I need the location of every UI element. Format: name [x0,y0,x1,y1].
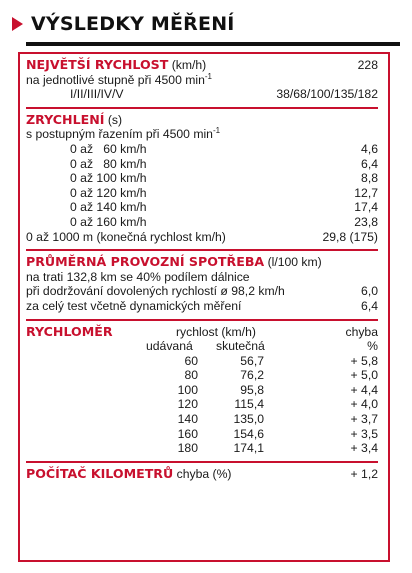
consumption-line3-text: za celý test včetně dynamických měření [26,298,242,313]
acceleration-row [26,186,378,201]
section-header [12,8,235,40]
speedometer-indicated: 80 [184,368,198,383]
col-indicated-header: udávaná [146,339,193,354]
speedometer-error: + 4,4 [350,382,378,397]
speedometer-row [26,441,378,456]
speedometer-error: + 3,7 [350,412,378,427]
acceleration-row [26,215,378,230]
acceleration-rows [26,142,378,230]
consumption-unit: (l/100 km) [267,255,322,270]
header-divider [26,42,400,46]
speedometer-error: + 4,0 [350,397,378,412]
acceleration-caption-sup: -1 [212,126,221,136]
section-divider [26,319,378,321]
consumption-line3-value: 6,4 [361,298,378,313]
speedometer-group-header: rychlost (km/h) [176,324,256,339]
acceleration-row [26,157,378,172]
col-percent-header: % [367,339,378,354]
acceleration-row-value: 6,4 [361,156,378,171]
consumption-line3 [26,299,378,314]
acceleration-km-label: 0 až 1000 m (konečná rychlost km/h) [26,229,226,244]
section-divider [26,461,378,463]
odometer-unit: chyba (%) [176,466,232,481]
speedometer-title: RYCHLOMĚR [26,323,113,339]
consumption-title-row [26,255,378,270]
speedometer-actual: 135,0 [233,412,264,427]
acceleration-row-label: 0 až 140 km/h [70,200,147,215]
acceleration-row-label: 0 až 60 km/h [70,141,147,156]
page-title: VÝSLEDKY MĚŘENÍ [31,13,235,35]
acceleration-row-label: 0 až 100 km/h [70,171,147,186]
speedometer-indicated: 120 [177,397,198,412]
speedometer-actual: 154,6 [233,426,264,441]
speedometer-actual: 76,2 [240,368,264,383]
speedometer-indicated: 180 [177,441,198,456]
speedometer-actual: 95,8 [240,382,264,397]
consumption-line2 [26,284,378,299]
acceleration-km-row [26,230,378,245]
speedometer-row [26,383,378,398]
acceleration-title-row [26,113,378,128]
acceleration-km-value: 29,8 (175) [322,229,378,244]
gears-value: 38/68/100/135/182 [276,87,378,102]
speedometer-actual: 56,7 [240,353,264,368]
speedometer-indicated: 140 [177,412,198,427]
speedometer-indicated: 160 [177,426,198,441]
consumption-line2-value: 6,0 [361,284,378,299]
top-speed-row [26,58,378,73]
odometer-value: + 1,2 [350,466,378,481]
acceleration-caption [26,127,378,142]
speedometer-row [26,397,378,412]
consumption-line1 [26,270,378,285]
triangle-arrow-icon [12,17,23,31]
top-speed-title: NEJVĚTŠÍ RYCHLOST [26,57,169,72]
results-content [26,58,378,481]
speedometer-indicated: 100 [177,382,198,397]
acceleration-row-value: 17,4 [354,200,378,215]
section-divider [26,249,378,251]
acceleration-row-value: 12,7 [354,185,378,200]
speedometer-row [26,368,378,383]
acceleration-row [26,171,378,186]
consumption-title: PRŮMĚRNÁ PROVOZNÍ SPOTŘEBA [26,254,265,270]
top-speed-caption-sup: -1 [204,71,212,81]
acceleration-row-label: 0 až 120 km/h [70,185,147,200]
top-speed-value: 228 [357,58,378,72]
speedometer-error: + 5,8 [350,353,378,368]
acceleration-row [26,142,378,157]
acceleration-row-value: 8,8 [361,171,378,186]
top-speed-gears-row [26,87,378,102]
top-speed-gears-caption [26,73,378,88]
acceleration-row-value: 23,8 [354,214,378,229]
speedometer-error: + 3,5 [350,426,378,441]
speedometer-actual: 115,4 [234,397,264,412]
gears-label: I/II/III/IV/V [70,87,124,102]
top-speed-unit: (km/h) [171,58,207,72]
acceleration-title: ZRYCHLENÍ [26,111,105,127]
speedometer-indicated: 60 [184,353,198,368]
odometer-row [26,467,378,482]
odometer-title: POČÍTAČ KILOMETRŮ [26,465,174,481]
acceleration-row-label: 0 až 80 km/h [70,156,147,171]
section-divider [26,107,378,109]
acceleration-row-value: 4,6 [361,141,378,156]
speedometer-error: + 5,0 [350,368,378,383]
consumption-line1-text: na trati 132,8 km se 40% podílem dálnice [26,269,250,284]
top-speed-caption-text: na jednotlivé stupně při 4500 min [26,72,205,87]
speedometer-row [26,354,378,369]
speedometer-row [26,412,378,427]
speedometer-rows [26,354,378,456]
speedometer-col-headers [26,339,378,354]
acceleration-unit: (s) [107,112,123,127]
col-actual-header: skutečná [216,339,265,354]
speedometer-error: + 3,4 [350,441,378,456]
acceleration-caption-text: s postupným řazením při 4500 min [26,127,213,142]
speedometer-header-row [26,325,378,340]
acceleration-row [26,200,378,215]
speedometer-error-header: chyba [345,324,378,339]
acceleration-row-label: 0 až 160 km/h [70,214,147,229]
speedometer-actual: 174,1 [233,441,264,456]
consumption-line2-text: při dodržování dovolených rychlostí ø 98,2 km/h [26,284,285,299]
speedometer-row [26,427,378,442]
